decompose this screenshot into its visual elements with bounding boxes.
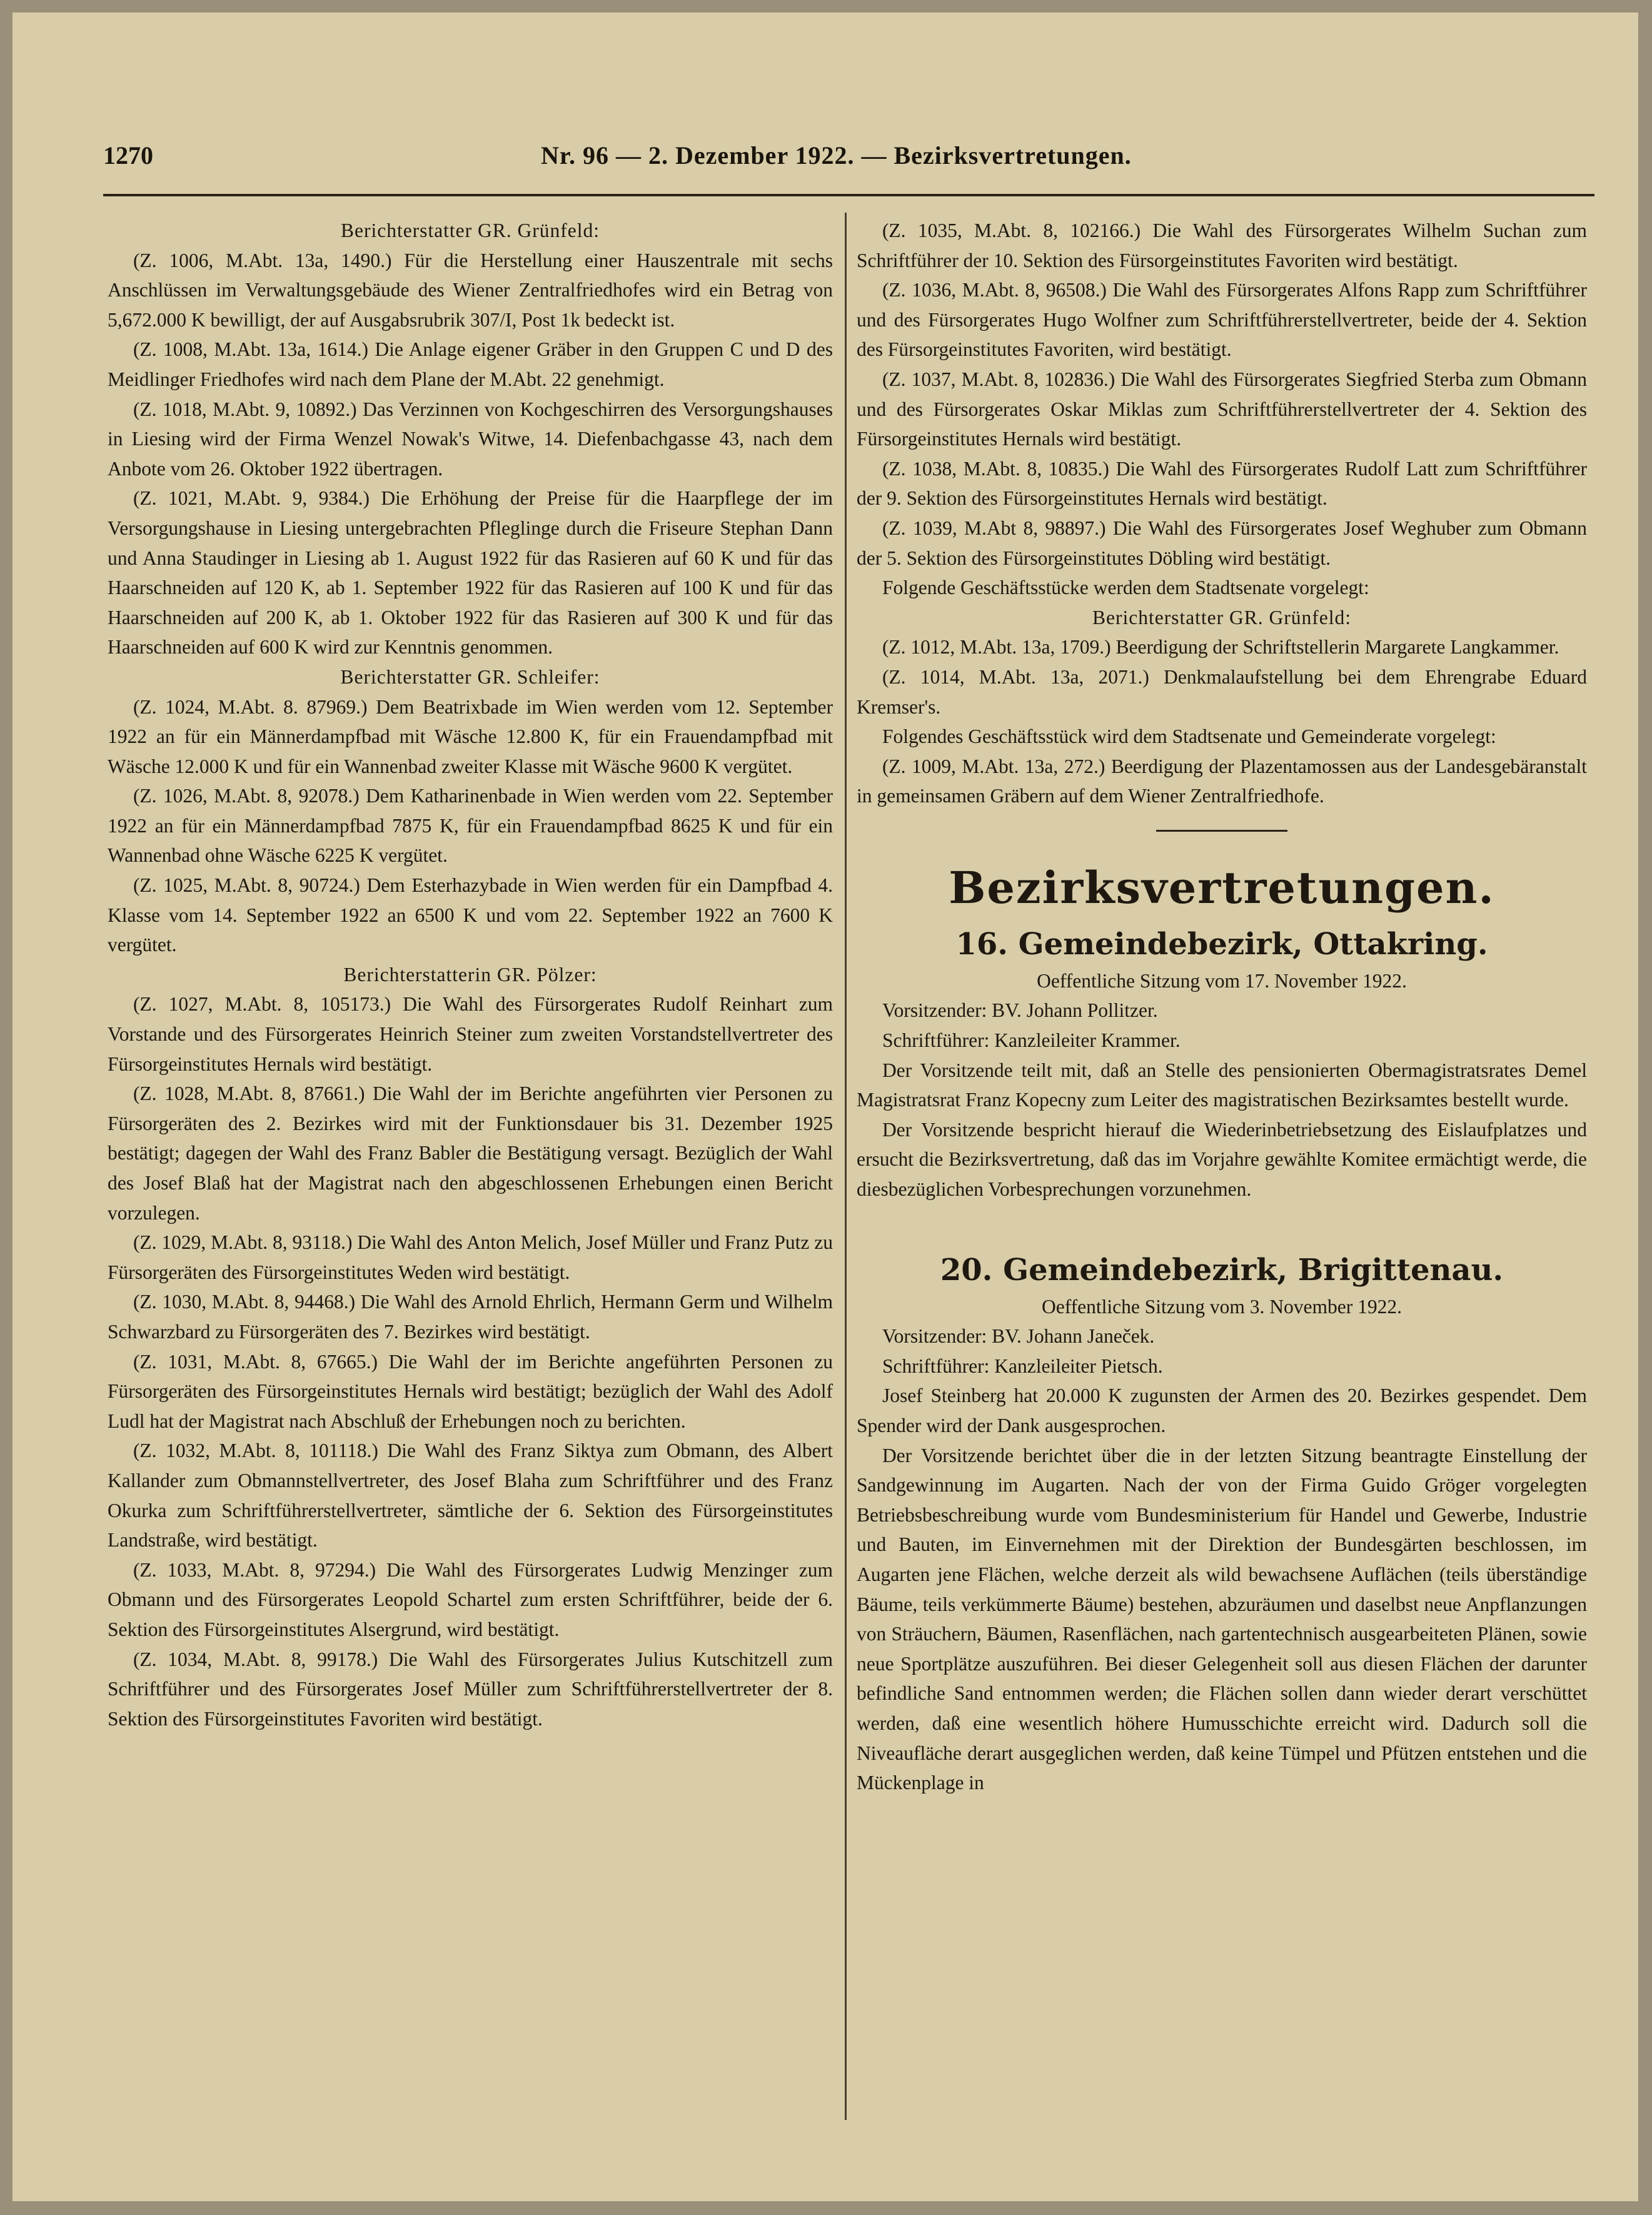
resolution-paragraph: (Z. 1009, M.Abt. 13a, 272.) Beerdigung der Plazentamossen aus der Landesgebäranstalt in gemeinsamen Gräbern auf dem Wiener Zentralfriedhofe. xyxy=(857,755,1587,807)
resolution-paragraph: (Z. 1032, M.Abt. 8, 101118.) Die Wahl des Franz Siktya zum Obmann, des Albert Kallander zum Obmannstellvertreter, des Josef Blaha zum Schriftführer und des Franz Okurka zum Schriftführerstellvertreter, sämtliche der 6. Sektion des Fürsorgeinstitutes Landstraße, wird bestätigt. xyxy=(108,1440,833,1552)
resolution-paragraph: (Z. 1033, M.Abt. 8, 97294.) Die Wahl des Fürsorgerates Ludwig Menzinger zum Obmann und des Fürsorgerates Leopold Schartel zum ersten Schriftführer, beide der 6. Sektion des Fürsorgeinstitutes Alsergrund, wird bestätigt. xyxy=(108,1558,833,1640)
resolution-paragraph: (Z. 1034, M.Abt. 8, 99178.) Die Wahl des Fürsorgerates Julius Kutschitzell zum Schriftführer und des Fürsorgerates Josef Müller zum Schriftführerstellvertreter der 8. Sektion des Fürsorgeinstitutes Favoriten wird bestätigt. xyxy=(108,1648,833,1730)
district-20-paragraph: Der Vorsitzende berichtet über die in der letzten Sitzung beantragte Einstellung der Sandgewinnung im Augarten. Nach der von der Firma Guido Gröger vorgelegten Betriebsbeschreibung wurde vom Bundesministerium für Handel und Gewerbe, Industrie und Bauten, im Einvernehmen mit der Direktion der Bundesgärten beschlossen, im Augarten jene Flächen, welche derzeit als wild bewachsene Auflächen (teils überständige Bäume, teils verkümmerte Bäume) bestehen, abzuräumen und daselbst neue Anpflanzungen von Sträuchern, Bäumen, Rasenflächen, nach gartentechnisch ausgearbeiteten Plänen, sowie neue Sportplätze auszuführen. Bei dieser Gelegenheit soll aus diesen Flächen der darunter befindliche Sand entnommen werden; die Flächen sollen dann wieder derart verschüttet werden, daß eine wesentlich höhere Humusschichte erreicht wird. Dadurch soll die Niveaufläche derart ausgeglichen werden, daß keine Tümpel und Pfützen entstehen und die Mückenplage in xyxy=(857,1444,1587,1794)
page-header xyxy=(103,141,1510,178)
district-16-paragraph: Der Vorsitzende teilt mit, daß an Stelle des pensionierten Obermagistratsrates Demel Magistratsrat Franz Kopecny zum Leiter des magistratischen Bezirksamtes bestellt wurde. xyxy=(857,1059,1587,1111)
header-rule xyxy=(103,194,1594,196)
rapporteur-heading: Berichterstatter GR. Grünfeld: xyxy=(1092,606,1351,628)
right-column-top xyxy=(857,216,1587,811)
resolution-paragraph: (Z. 1014, M.Abt. 13a, 2071.) Denkmalaufstellung bei dem Ehrengrabe Eduard Kremser's. xyxy=(857,665,1587,718)
column-divider xyxy=(845,213,847,2120)
resolution-paragraph: (Z. 1027, M.Abt. 8, 105173.) Die Wahl des Fürsorgerates Rudolf Reinhart zum Vorstande und des Fürsorgerates Heinrich Steiner zum zweiten Vorstandstellvertreter des Fürsorgeinstitutes Hernals wird bestätigt. xyxy=(108,993,833,1075)
resolution-paragraph: (Z. 1026, M.Abt. 8, 92078.) Dem Katharinenbade in Wien werden vom 22. September 1922 an für ein Männerdampfbad 7875 K, für ein Frauendampfbad 8625 K und für ein Wannenbad ohne Wäsche 6225 K vergütet. xyxy=(108,785,833,867)
district-16-paragraph: Der Vorsitzende bespricht hierauf die Wiederinbetriebsetzung des Eislaufplatzes und ersucht die Bezirksvertretung, daß das im Vorjahre gewählte Komitee ermächtigt werde, die diesbezüglichen Vorbesprechungen vorzunehmen. xyxy=(857,1118,1587,1201)
district-20-paragraph: Josef Steinberg hat 20.000 K zugunsten der Armen des 20. Bezirkes gespendet. Dem Spender wird der Dank ausgesprochen. xyxy=(857,1385,1587,1436)
district-16-chair: Vorsitzender: BV. Johann Pollitzer. xyxy=(882,999,1158,1022)
district-16-heading: 16. Gemeindebezirk, Ottakring. xyxy=(955,926,1488,962)
resolution-paragraph: (Z. 1008, M.Abt. 13a, 1614.) Die Anlage eigener Gräber in den Gruppen C und D des Meidlinger Friedhofes wird nach dem Plane der M.Abt. 22 genehmigt. xyxy=(108,338,833,390)
resolution-paragraph: (Z. 1029, M.Abt. 8, 93118.) Die Wahl des Anton Melich, Josef Müller und Franz Putz zu Fürsorgeräten des Fürsorgeinstitutes Weden wird bestätigt. xyxy=(108,1231,834,1283)
district-20-secretary: Schriftführer: Kanzleileiter Pietsch. xyxy=(882,1355,1163,1377)
resolution-paragraph: (Z. 1030, M.Abt. 8, 94468.) Die Wahl des Arnold Ehrlich, Hermann Germ und Wilhelm Schwarzbard zu Fürsorgeräten des 7. Bezirkes wird bestätigt. xyxy=(108,1291,833,1343)
right-column xyxy=(857,216,1587,1798)
district-16-secretary: Schriftführer: Kanzleileiter Krammer. xyxy=(882,1029,1181,1052)
left-column xyxy=(108,216,833,1733)
resolution-paragraph: (Z. 1024, M.Abt. 8. 87969.) Dem Beatrixbade im Wien werden vom 12. September 1922 an für ein Männerdampfbad mit Wäsche 12.800 K, für ein Frauendampfbad mit Wäsche 12.000 K und für ein Wannenbad zweiter Klasse mit Wäsche 9600 K vergütet. xyxy=(108,695,833,777)
newspaper-page xyxy=(13,13,1638,2201)
rapporteur-heading: Berichterstatter GR. Schleifer: xyxy=(340,665,600,688)
resolution-paragraph: (Z. 1039, M.Abt 8, 98897.) Die Wahl des Fürsorgerates Josef Weghuber zum Obmann der 5. Sektion des Fürsorgeinstitutes Döbling wird bestätigt. xyxy=(857,517,1587,569)
resolution-paragraph: Folgende Geschäftsstücke werden dem Stadtsenate vorgelegt: xyxy=(882,577,1369,599)
resolution-paragraph: Folgendes Geschäftsstück wird dem Stadtsenate und Gemeinderate vorgelegt: xyxy=(882,725,1496,748)
page-number: 1270 xyxy=(103,141,153,169)
district-16-session: Oeffentliche Sitzung vom 17. November 1922. xyxy=(1037,969,1407,992)
resolution-paragraph: (Z. 1037, M.Abt. 8, 102836.) Die Wahl des Fürsorgerates Siegfried Sterba zum Obmann und des Fürsorgerates Oskar Miklas zum Schriftführerstellvertreter der 4. Sektion des Fürsorgeinstitutes Hernals wird bestätigt. xyxy=(857,368,1587,450)
resolution-paragraph: (Z. 1031, M.Abt. 8, 67665.) Die Wahl der im Berichte angeführten Personen zu Fürsorgeräten des Fürsorgeinstitutes Hernals wird bestätigt; bezüglich der Wahl des Adolf Ludl hat der Magistrat nach Abschluß der Erhebungen noch zu berichten. xyxy=(108,1350,833,1432)
resolution-paragraph: (Z. 1021, M.Abt. 9, 9384.) Die Erhöhung der Preise für die Haarpflege der im Versorgungshause in Liesing untergebrachten Pfleglinge durch die Friseure Stephan Dann und Anna Staudinger in Liesing ab 1. August 1922 für das Rasieren auf 60 K und für das Haarschneiden auf 120 K, ab 1. September 1922 für das Rasieren auf 100 K und für das Haarschneiden auf 200 K, ab 1. Oktober 1922 für das Rasieren auf 300 K und für das Haarschneiden auf 600 K wird zur Kenntnis genommen. xyxy=(108,487,833,658)
resolution-paragraph: (Z. 1028, M.Abt. 8, 87661.) Die Wahl der im Berichte angeführten vier Personen zu Fürsorgeräten des 2. Bezirkes wird mit der Funktionsdauer bis 31. Dezember 1925 bestätigt; dagegen der Wahl des Franz Babler die Bestätigung versagt. Bezüglich der Wahl des Josef Blaß hat der Magistrat nach den abgeschlossenen Erhebungen einen Bericht vorzulegen. xyxy=(108,1082,833,1224)
resolution-paragraph: (Z. 1006, M.Abt. 13a, 1490.) Für die Herstellung einer Hauszentrale mit sechs Anschlüssen im Verwaltungsgebäude des Wiener Zentralfriedhofes wird ein Betrag von 5,672.000 K bewilligt, der auf Ausgabsrubrik 307/I, Post 1k bedeckt ist. xyxy=(108,249,833,331)
resolution-paragraph: (Z. 1038, M.Abt. 8, 10835.) Die Wahl des Fürsorgerates Rudolf Latt zum Schriftführer der 9. Sektion des Fürsorgeinstitutes Hernals wird bestätigt. xyxy=(857,457,1587,510)
issue-title: Nr. 96 — 2. Dezember 1922. — Bezirksvertretungen. xyxy=(541,141,1132,169)
district-20-session: Oeffentliche Sitzung vom 3. November 1922. xyxy=(1042,1295,1402,1318)
district-20-heading: 20. Gemeindebezirk, Brigittenau. xyxy=(940,1252,1504,1288)
district-20-chair: Vorsitzender: BV. Johann Janeček. xyxy=(882,1325,1155,1348)
resolution-paragraph: (Z. 1018, M.Abt. 9, 10892.) Das Verzinnen von Kochgeschirren des Versorgungshauses in Liesing wird der Firma Wenzel Nowak's Witwe, 14. Diefenbachgasse 43, nach dem Anbote vom 26. Oktober 1922 übertragen. xyxy=(108,398,833,480)
resolution-paragraph: (Z. 1012, M.Abt. 13a, 1709.) Beerdigung der Schriftstellerin Margarete Langkammer. xyxy=(882,636,1559,658)
section-title: Bezirksvertretungen. xyxy=(949,861,1495,914)
resolution-paragraph: (Z. 1025, M.Abt. 8, 90724.) Dem Esterhazybade in Wien werden für ein Dampfbad 4. Klasse vom 14. September 1922 an 6500 K und vom 22. September 1922 an 7600 K vergütet. xyxy=(108,874,833,956)
rapporteur-heading: Berichterstatterin GR. Pölzer: xyxy=(343,963,597,986)
resolution-paragraph: (Z. 1035, M.Abt. 8, 102166.) Die Wahl des Fürsorgerates Wilhelm Suchan zum Schriftführer der 10. Sektion des Fürsorgeinstitutes Favoriten wird bestätigt. xyxy=(857,219,1587,271)
resolution-paragraph: (Z. 1036, M.Abt. 8, 96508.) Die Wahl des Fürsorgerates Alfons Rapp zum Schriftführer und des Fürsorgerates Hugo Wolfner zum Schriftführerstellvertreter, beide der 4. Sektion des Fürsorgeinstitutes Favoriten, wird bestätigt. xyxy=(857,279,1587,361)
section-separator xyxy=(1156,830,1287,832)
rapporteur-heading: Berichterstatter GR. Grünfeld: xyxy=(341,219,600,241)
